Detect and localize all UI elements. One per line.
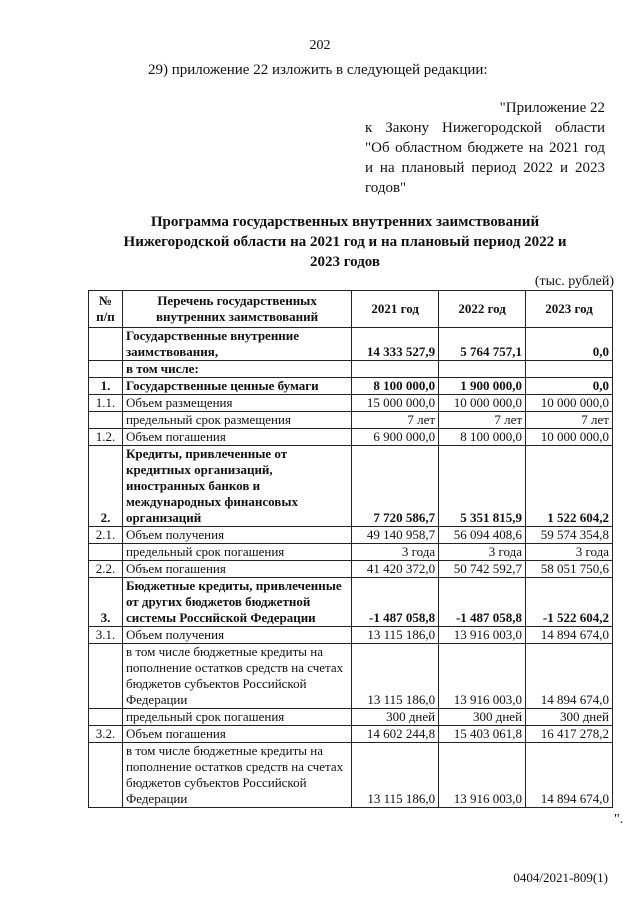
value-2022-cell: 13 916 003,0 [439, 644, 526, 709]
document-title [60, 212, 630, 272]
column-header-2021: 2021 год [352, 291, 439, 328]
column-header-number: № п/п [89, 291, 123, 328]
row-number-cell: 2. [89, 446, 123, 527]
table-row [89, 378, 613, 395]
table-row [89, 644, 613, 709]
table-row [89, 561, 613, 578]
table-row [89, 446, 613, 527]
row-number-cell: 1. [89, 378, 123, 395]
row-number-cell: 3. [89, 578, 123, 627]
column-header-name: Перечень государственных внутренних заимствований [122, 291, 351, 328]
value-2023-cell: -1 522 604,2 [526, 578, 613, 627]
row-number-cell: 2.1. [89, 527, 123, 544]
appendix-reference [365, 98, 605, 198]
value-2021-cell: 41 420 372,0 [352, 561, 439, 578]
value-2021-cell: 13 115 186,0 [352, 743, 439, 808]
table-row [89, 743, 613, 808]
value-2023-cell [526, 361, 613, 378]
value-2021-cell: 3 года [352, 544, 439, 561]
value-2023-cell: 10 000 000,0 [526, 395, 613, 412]
column-header-2022: 2022 год [439, 291, 526, 328]
row-name-cell: Кредиты, привлеченные от кредитных организаций, иностранных банков и международных финансовых организаций [122, 446, 351, 527]
value-2022-cell: 1 900 000,0 [439, 378, 526, 395]
row-number-cell [89, 328, 123, 361]
table-row [89, 429, 613, 446]
table-row [89, 709, 613, 726]
value-2021-cell: 49 140 958,7 [352, 527, 439, 544]
row-number-cell [89, 644, 123, 709]
value-2023-cell: 1 522 604,2 [526, 446, 613, 527]
appendix-line: "Об областном бюджете на 2021 год [365, 140, 605, 156]
row-number-cell: 1.1. [89, 395, 123, 412]
row-name-cell: Объем получения [122, 527, 351, 544]
value-2022-cell: -1 487 058,8 [439, 578, 526, 627]
appendix-line: "Приложение 22 [499, 100, 605, 116]
value-2023-cell: 7 лет [526, 412, 613, 429]
value-2023-cell: 16 417 278,2 [526, 726, 613, 743]
row-name-cell: в том числе бюджетные кредиты на пополнение остатков средств на счетах бюджетов субъектов Российской Федерации [122, 644, 351, 709]
row-name-cell: Объем погашения [122, 726, 351, 743]
value-2022-cell: 5 351 815,9 [439, 446, 526, 527]
value-2021-cell: 300 дней [352, 709, 439, 726]
table-row [89, 412, 613, 429]
value-2022-cell: 56 094 408,6 [439, 527, 526, 544]
row-number-cell: 3.2. [89, 726, 123, 743]
value-2022-cell: 3 года [439, 544, 526, 561]
value-2023-cell: 300 дней [526, 709, 613, 726]
units-label: (тыс. рублей) [534, 274, 614, 289]
value-2021-cell: 15 000 000,0 [352, 395, 439, 412]
value-2021-cell: 8 100 000,0 [352, 378, 439, 395]
row-number-cell [89, 743, 123, 808]
row-name-cell: в том числе бюджетные кредиты на пополнение остатков средств на счетах бюджетов субъектов Российской Федерации [122, 743, 351, 808]
row-name-cell: Государственные внутренние заимствования, [122, 328, 351, 361]
appendix-line: и на плановый период 2022 и 2023 [365, 160, 605, 176]
table-row [89, 544, 613, 561]
value-2021-cell: 14 333 527,9 [352, 328, 439, 361]
value-2023-cell: 14 894 674,0 [526, 644, 613, 709]
value-2022-cell: 10 000 000,0 [439, 395, 526, 412]
value-2023-cell: 0,0 [526, 328, 613, 361]
row-name-cell: Объем погашения [122, 561, 351, 578]
table-header-row [89, 291, 613, 328]
value-2022-cell [439, 361, 526, 378]
row-number-cell: 3.1. [89, 627, 123, 644]
row-number-cell [89, 709, 123, 726]
table-row [89, 726, 613, 743]
row-number-cell [89, 412, 123, 429]
value-2021-cell: 13 115 186,0 [352, 627, 439, 644]
value-2023-cell: 3 года [526, 544, 613, 561]
row-name-cell: Государственные ценные бумаги [122, 378, 351, 395]
row-number-cell [89, 361, 123, 378]
table-row [89, 627, 613, 644]
table-row [89, 361, 613, 378]
value-2022-cell: 15 403 061,8 [439, 726, 526, 743]
row-number-cell: 2.2. [89, 561, 123, 578]
value-2023-cell: 14 894 674,0 [526, 627, 613, 644]
row-name-cell: предельный срок погашения [122, 709, 351, 726]
value-2023-cell: 59 574 354,8 [526, 527, 613, 544]
value-2021-cell: -1 487 058,8 [352, 578, 439, 627]
row-number-cell: 1.2. [89, 429, 123, 446]
value-2023-cell: 14 894 674,0 [526, 743, 613, 808]
document-code: 0404/2021-809(1) [513, 870, 608, 885]
appendix-line: к Закону Нижегородской области [365, 120, 605, 136]
table-row [89, 328, 613, 361]
page-number: 202 [309, 38, 331, 53]
value-2022-cell: 7 лет [439, 412, 526, 429]
value-2023-cell: 0,0 [526, 378, 613, 395]
row-name-cell: Бюджетные кредиты, привлеченные от других бюджетов бюджетной системы Российской Федерации [122, 578, 351, 627]
table-row [89, 527, 613, 544]
value-2022-cell: 50 742 592,7 [439, 561, 526, 578]
closing-quote: ". [614, 812, 624, 827]
intro-text: 29) приложение 22 изложить в следующей редакции: [148, 62, 488, 78]
row-name-cell: Объем погашения [122, 429, 351, 446]
value-2023-cell: 10 000 000,0 [526, 429, 613, 446]
value-2023-cell: 58 051 750,6 [526, 561, 613, 578]
row-name-cell: Объем получения [122, 627, 351, 644]
row-name-cell: Объем размещения [122, 395, 351, 412]
table-row [89, 395, 613, 412]
title-line: Нижегородской области на 2021 год и на плановый период 2022 и [123, 234, 567, 250]
column-header-2023: 2023 год [526, 291, 613, 328]
row-number-cell [89, 544, 123, 561]
value-2022-cell: 13 916 003,0 [439, 627, 526, 644]
value-2022-cell: 13 916 003,0 [439, 743, 526, 808]
value-2021-cell: 7 720 586,7 [352, 446, 439, 527]
table-row [89, 578, 613, 627]
value-2022-cell: 5 764 757,1 [439, 328, 526, 361]
value-2022-cell: 300 дней [439, 709, 526, 726]
row-name-cell: в том числе: [122, 361, 351, 378]
value-2021-cell [352, 361, 439, 378]
appendix-line: годов" [365, 180, 407, 196]
borrowings-table [88, 290, 613, 808]
value-2021-cell: 13 115 186,0 [352, 644, 439, 709]
value-2021-cell: 14 602 244,8 [352, 726, 439, 743]
value-2021-cell: 7 лет [352, 412, 439, 429]
value-2021-cell: 6 900 000,0 [352, 429, 439, 446]
row-name-cell: предельный срок размещения [122, 412, 351, 429]
row-name-cell: предельный срок погашения [122, 544, 351, 561]
title-line: 2023 годов [309, 254, 381, 270]
value-2022-cell: 8 100 000,0 [439, 429, 526, 446]
title-line: Программа государственных внутренних заимствований [150, 214, 540, 230]
